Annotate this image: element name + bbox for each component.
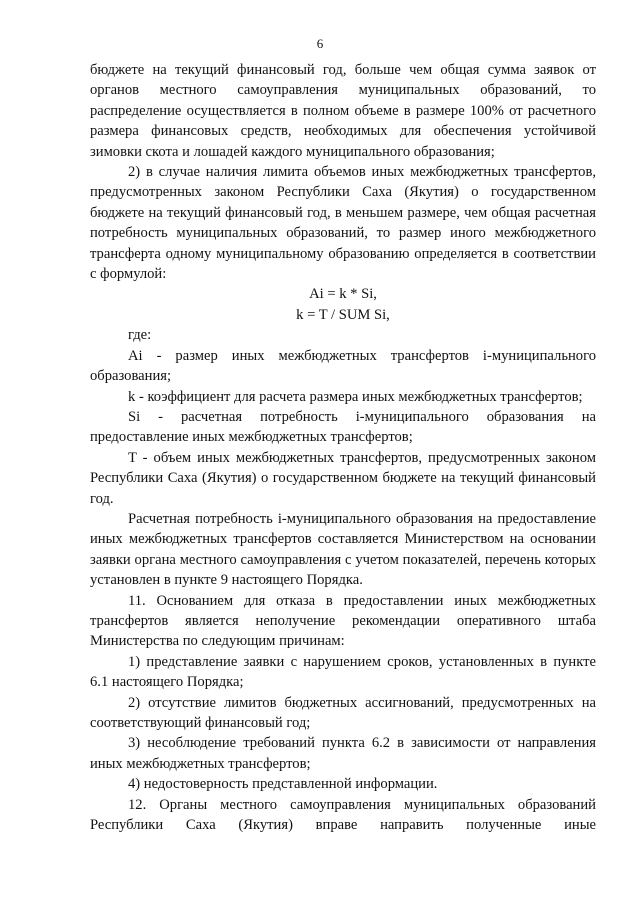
formula-line: Ai = k * Si, <box>309 286 377 303</box>
paragraph: 2) в случае наличия лимита объемов иных межбюджетных трансфертов, предусмотренных законом Республики Саха (Якутия) о государственном бюджете на текущий финансовый год, в меньшем размере, чем общая расчетная потребность муниципальных образований, то размер иного межбюджетного трансферта одному муниципальному образованию определяется в соответствии с формулой: <box>90 164 596 283</box>
paragraph: Расчетная потребность i-муниципального образования на предоставление иных межбюджетных трансфертов составляется Министерством на основании заявки органа местного самоуправления с учетом показателей, перечень которых установлен в пункте 9 настоящего Порядка. <box>90 510 596 589</box>
paragraph: k - коэффициент для расчета размера иных межбюджетных трансфертов; <box>128 388 583 405</box>
document-body <box>90 60 596 835</box>
paragraph: Si - расчетная потребность i-муниципального образования на предоставление иных межбюджетных трансфертов; <box>90 408 596 446</box>
paragraph: 3) несоблюдение требований пункта 6.2 в зависимости от направления иных межбюджетных трансфертов; <box>90 735 596 772</box>
paragraph: 2) отсутствие лимитов бюджетных ассигнований, предусмотренных на соответствующий финансовый год; <box>90 694 596 731</box>
paragraph: Ai - размер иных межбюджетных трансфертов i-муниципального образования; <box>90 347 596 385</box>
paragraph: T - объем иных межбюджетных трансфертов, предусмотренных законом Республики Саха (Якутия) о государственном бюджете на текущий финансовый год. <box>90 449 596 507</box>
paragraph: 1) представление заявки с нарушением сроков, установленных в пункте 6.1 настоящего Порядка; <box>90 653 596 691</box>
paragraph: 11. Основанием для отказа в предоставлении иных межбюджетных трансфертов является неполучение рекомендации оперативного штаба Министерства по следующим причинам: <box>90 592 596 650</box>
paragraph: где: <box>128 327 152 344</box>
paragraph: бюджете на текущий финансовый год, больше чем общая сумма заявок от органов местного самоуправления муниципальных образований, то распределение осуществляется в полном объеме в размере 100% от расчетного размера финансовых средств, необходимых для обеспечения устойчивой зимовки скота и лошадей каждого муниципального образования; <box>90 62 596 160</box>
formula-line: k = T / SUM Si, <box>296 306 390 323</box>
page-number: 6 <box>316 36 324 51</box>
paragraph: 12. Органы местного самоуправления муниципальных образований Республики Саха (Якутия) вправе направить полученные иные <box>90 796 596 834</box>
paragraph: 4) недостоверность представленной информации. <box>128 776 438 793</box>
